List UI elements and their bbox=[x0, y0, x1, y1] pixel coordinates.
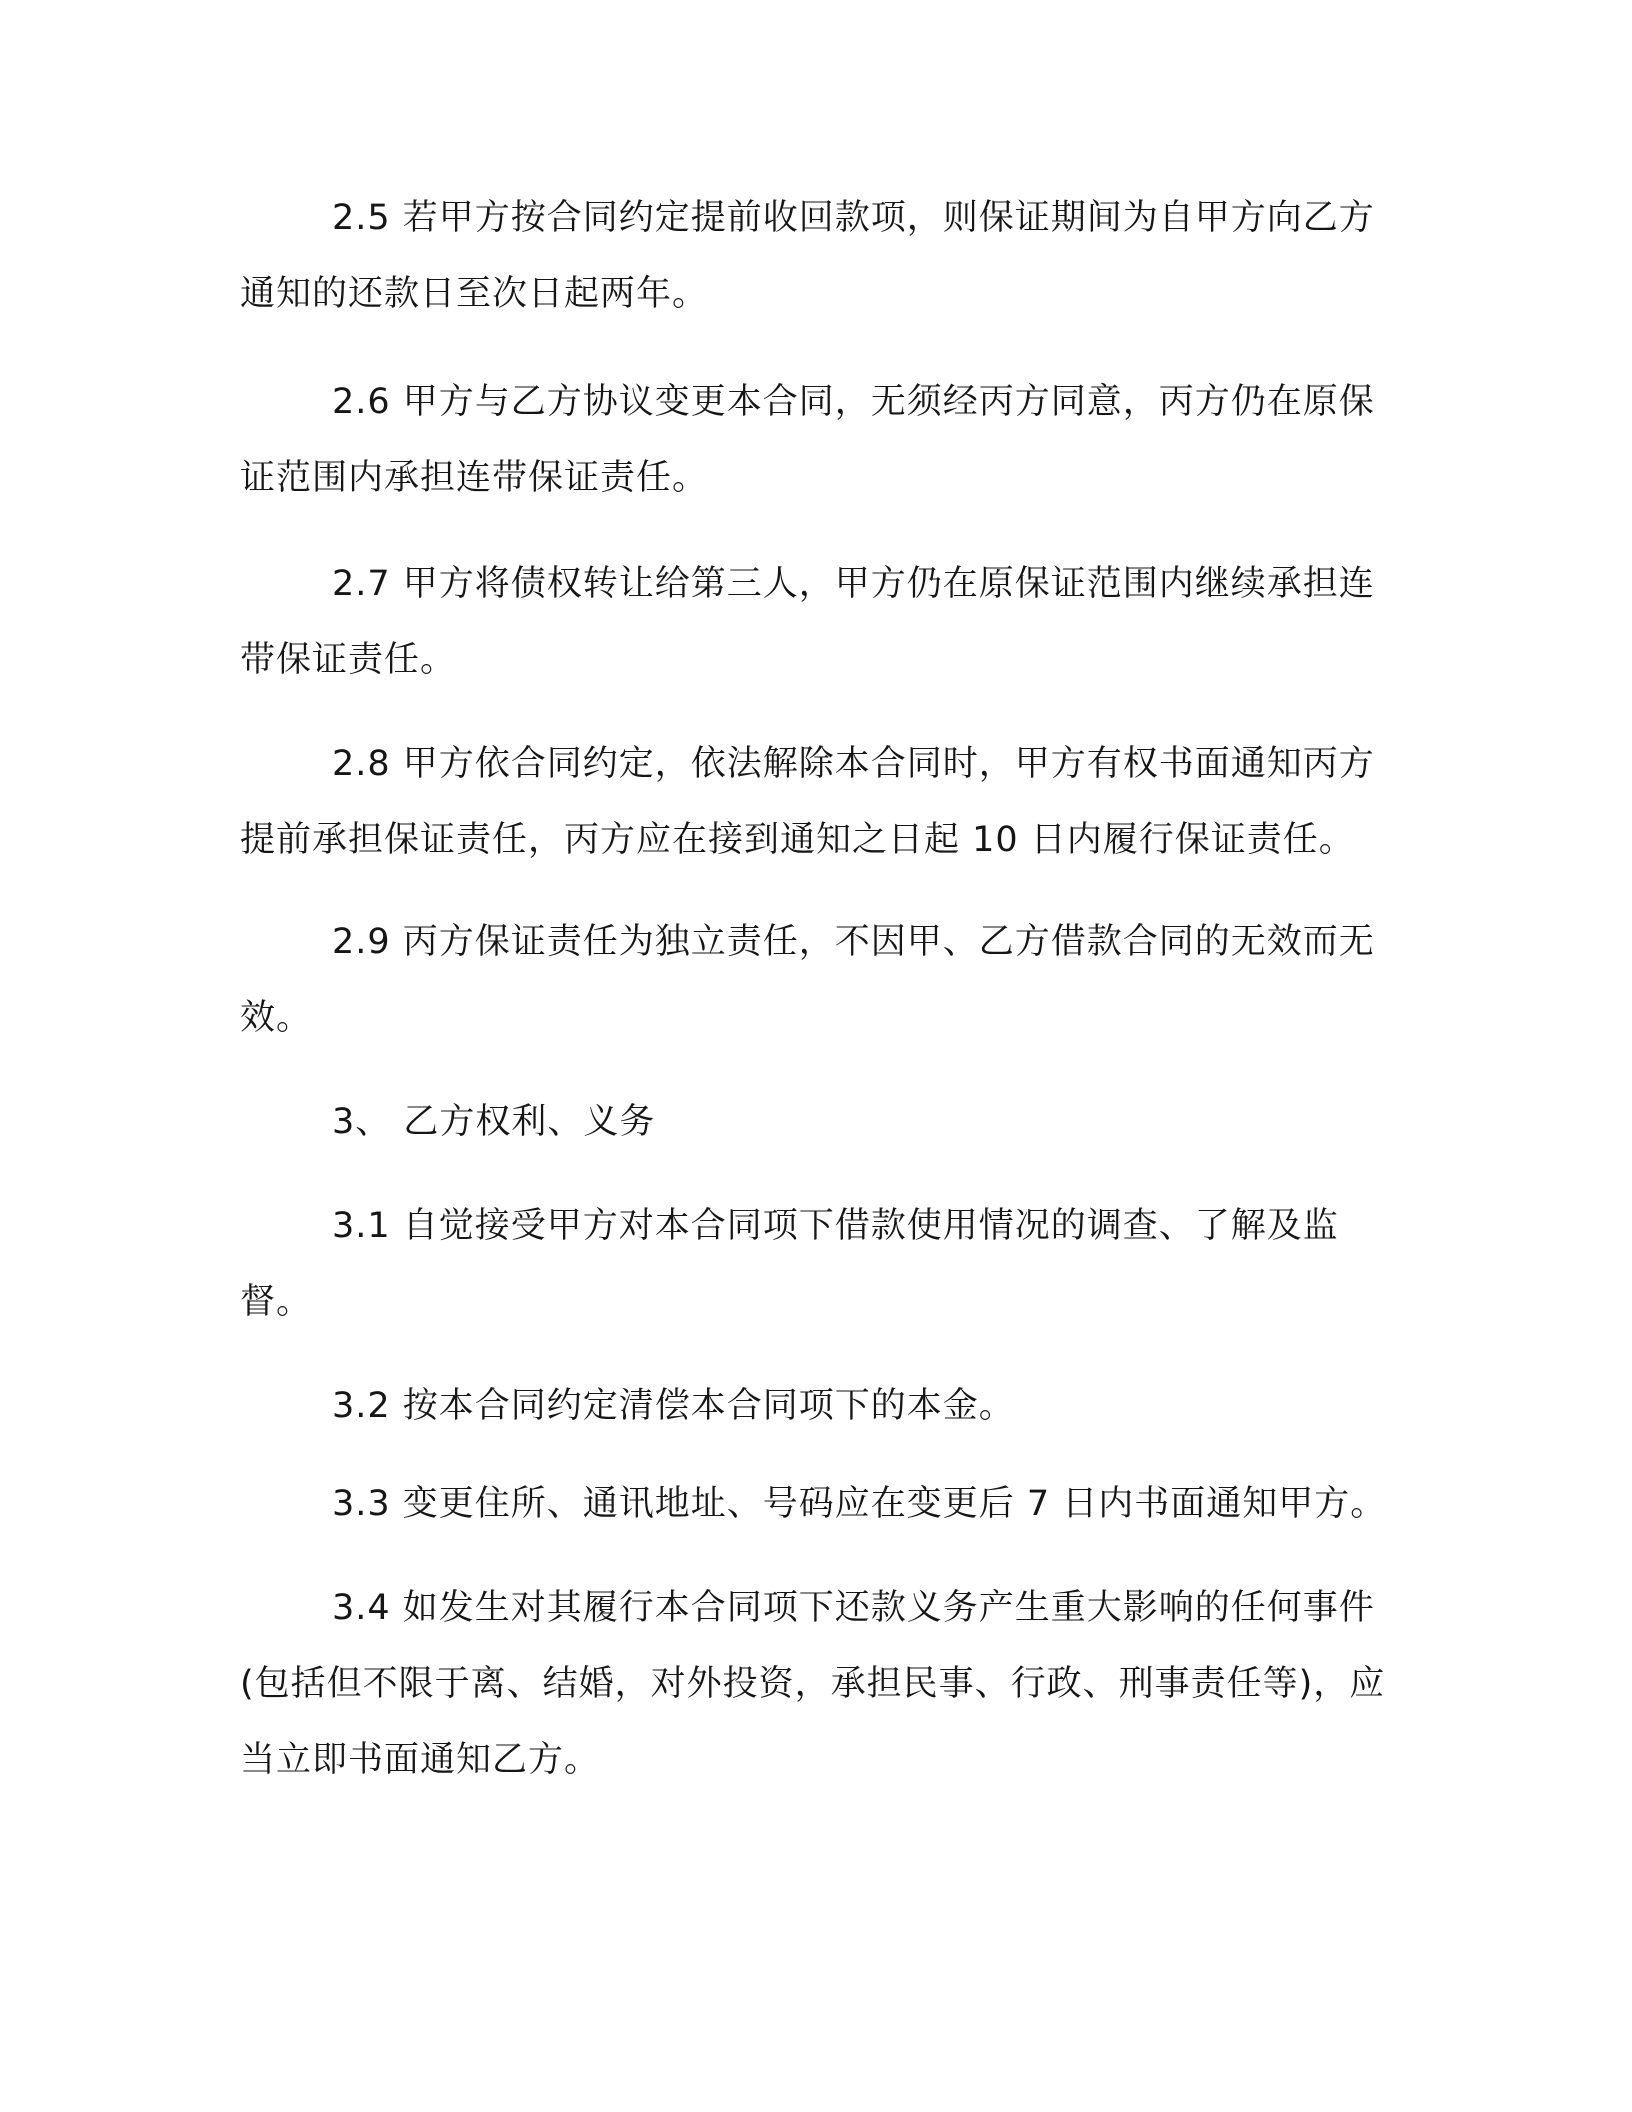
clause-3-2: 3.2 按本合同约定清偿本合同项下的本金。 bbox=[332, 1386, 1015, 1426]
clause-2-7: 2.7 甲方将债权转让给第三人，甲方仍在原保证范围内继续承担连带保证责任。 bbox=[240, 564, 1375, 680]
clause-2-9: 2.9 丙方保证责任为独立责任，不因甲、乙方借款合同的无效而无效。 bbox=[240, 922, 1375, 1038]
section-3-heading: 3、 乙方权利、义务 bbox=[332, 1102, 656, 1142]
clause-2-8: 2.8 甲方依合同约定，依法解除本合同时，甲方有权书面通知丙方提前承担保证责任，丙方应在接到通知之日起 10 日内履行保证责任。 bbox=[240, 744, 1375, 860]
clause-2-5: 2.5 若甲方按合同约定提前收回款项，则保证期间为自甲方向乙方通知的还款日至次日起两年。 bbox=[240, 198, 1375, 314]
clause-3-4: 3.4 如发生对其履行本合同项下还款义务产生重大影响的任何事件(包括但不限于离、结婚，对外投资，承担民事、行政、刑事责任等)，应当立即书面通知乙方。 bbox=[240, 1588, 1386, 1780]
clause-3-1: 3.1 自觉接受甲方对本合同项下借款使用情况的调查、了解及监督。 bbox=[240, 1206, 1339, 1322]
clause-3-3: 3.3 变更住所、通讯地址、号码应在变更后 7 日内书面通知甲方。 bbox=[332, 1484, 1387, 1524]
clause-2-6: 2.6 甲方与乙方协议变更本合同，无须经丙方同意，丙方仍在原保证范围内承担连带保证责任。 bbox=[240, 382, 1375, 498]
